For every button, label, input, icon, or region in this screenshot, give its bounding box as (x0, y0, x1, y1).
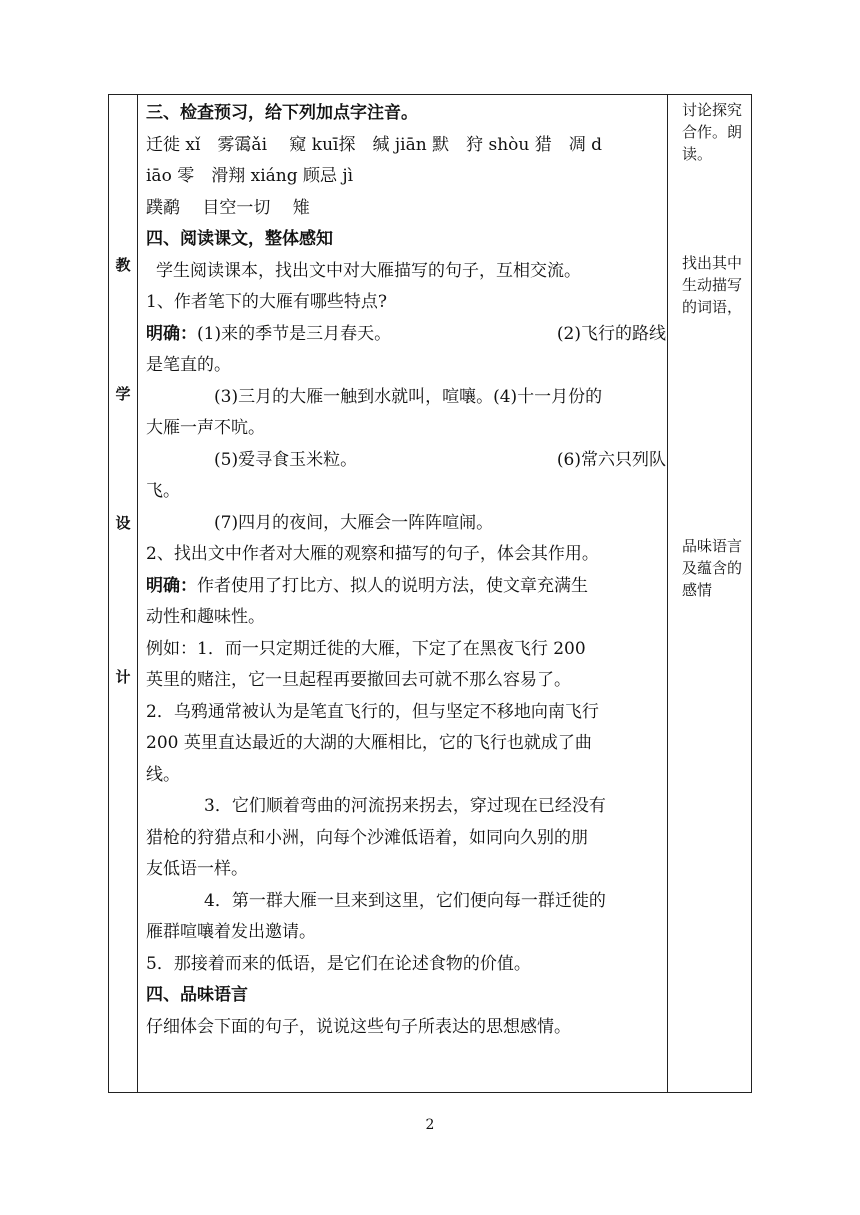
lesson-plan-table (108, 94, 752, 1093)
example-line: 友低语一样。 (146, 859, 248, 879)
question: 2、找出文中作者对大雁的观察和描写的句子，体会其作用。 (146, 544, 599, 564)
answer-line (146, 319, 666, 351)
example-line: 4．第一群大雁一旦来到这里，它们便向每一群迁徙的 (204, 890, 606, 911)
feature-item: (5)爱寻食玉米粒。 (214, 449, 358, 470)
example-line: 5．那接着而来的低语，是它们在论述食物的价值。 (146, 953, 531, 974)
text-line: 大雁一声不吭。 (146, 418, 265, 438)
example-line: 猎枪的狩猎点和小洲，向每个沙滩低语着，如同向久别的朋 (146, 827, 588, 848)
feature-item: (3)三月的大雁一触到水就叫，喧嚷。(4)十一月份的 (214, 386, 603, 407)
pinyin-line: iāo 零 滑翔 xiáng 顾忌 jì (146, 166, 354, 186)
feature-item: (1)来的季节是三月春天。 (197, 323, 392, 344)
side-note: 找出其中生动描写的词语， (682, 254, 743, 316)
example-line: 2．乌鸦通常被认为是笔直飞行的，但与坚定不移地向南飞行 (146, 701, 599, 722)
section-heading: 三、检查预习，给下列加点字注音。 (146, 103, 418, 123)
pinyin-line: 蹼鹬 目空一切 雉 (146, 197, 310, 218)
side-label-char: 学 (115, 385, 131, 403)
example-line: 雁群喧嚷着发出邀请。 (146, 922, 316, 942)
text-line: 动性和趣味性。 (146, 607, 265, 627)
example-line: 例如：1．而一只定期迁徙的大雁，下定了在黑夜飞行 200 (146, 638, 586, 659)
page-number: 2 (425, 1117, 435, 1133)
feature-item: (2)飞行的路线 (556, 323, 666, 344)
example-line: 200 英里直达最近的大湖的大雁相比，它的飞行也就成了曲 (146, 733, 592, 753)
question: 1、作者笔下的大雁有哪些特点? (146, 292, 387, 312)
column-divider (667, 95, 668, 1092)
feature-item: (7)四月的夜间，大雁会一阵阵喧闹。 (214, 512, 494, 533)
side-label-char: 教 (115, 256, 131, 274)
column-divider (137, 95, 138, 1092)
answer-line (146, 445, 666, 477)
answer-label: 明确： (146, 323, 197, 344)
paragraph: 学生阅读课本，找出文中对大雁描写的句子，互相交流。 (156, 260, 581, 281)
feature-item: (6)常六只列队 (556, 449, 666, 470)
answer-text: 作者使用了打比方、拟人的说明方法，使文章充满生 (197, 575, 588, 596)
answer-label: 明确： (146, 575, 197, 596)
answer-line (146, 571, 666, 603)
section-heading: 四、阅读课文，整体感知 (146, 229, 333, 249)
side-note: 品味语言及蕴含的感情 (682, 537, 743, 599)
text-line: 飞。 (146, 481, 180, 501)
example-line: 3．它们顺着弯曲的河流拐来拐去，穿过现在已经没有 (204, 796, 606, 816)
side-label-char: 设 (115, 514, 131, 532)
side-label-char: 计 (115, 668, 131, 686)
example-line: 线。 (146, 764, 180, 785)
pinyin-line: 迁徙 xǐ 雾霭ǎi 窥 kuī探 缄 jiān 默 狩 shòu 猎 凋 d (146, 134, 603, 155)
text-line: 是笔直的。 (146, 355, 231, 375)
paragraph: 仔细体会下面的句子，说说这些句子所表达的思想感情。 (146, 1016, 571, 1037)
main-content (146, 98, 666, 1043)
side-note: 讨论探究合作。朗读。 (682, 101, 743, 163)
section-heading: 四、品味语言 (146, 985, 248, 1005)
example-line: 英里的赌注，它一旦起程再要撤回去可就不那么容易了。 (146, 670, 571, 690)
